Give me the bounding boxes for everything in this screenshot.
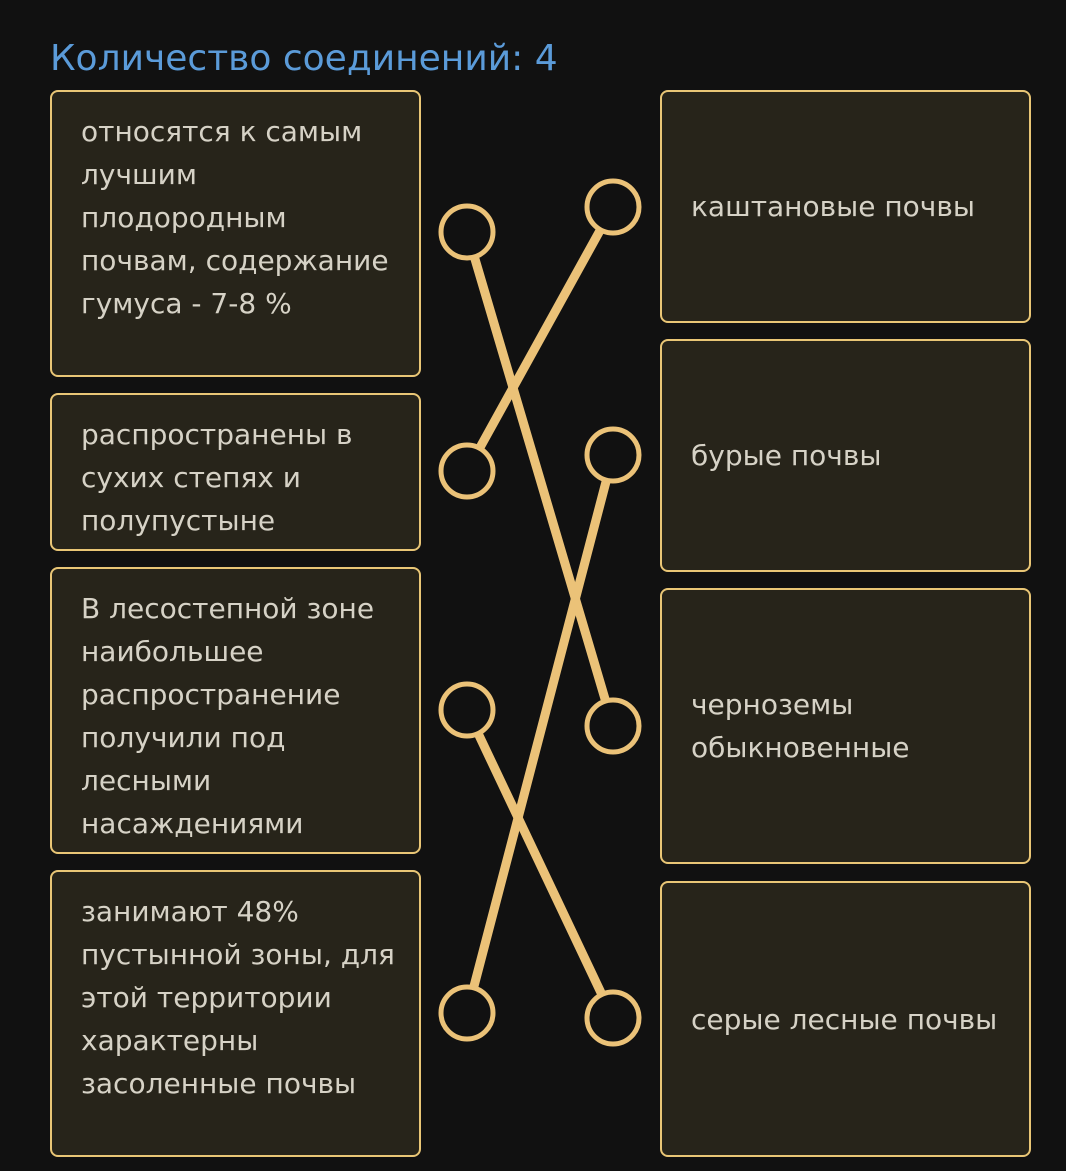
left-connector-dot-1[interactable] bbox=[441, 206, 493, 258]
connection-line-group bbox=[467, 207, 613, 1018]
left-item-3[interactable] bbox=[50, 567, 421, 854]
left-item-2-text: распространены в сухих степях и полупустыне bbox=[81, 418, 353, 537]
right-item-4-text: серые лесные почвы bbox=[691, 1002, 998, 1036]
left-item-2[interactable] bbox=[50, 393, 421, 551]
right-item-4[interactable] bbox=[660, 881, 1031, 1157]
right-connector-dot-3[interactable] bbox=[587, 700, 639, 752]
connections-count: Количество соединений: 4 bbox=[50, 38, 558, 79]
left-item-4[interactable] bbox=[50, 870, 421, 1157]
left-connector-dot-3[interactable] bbox=[441, 684, 493, 736]
right-item-3[interactable] bbox=[660, 588, 1031, 864]
right-connector-dot-4[interactable] bbox=[587, 992, 639, 1044]
left-item-1-text: относятся к самым лучшим плодородным почвам, содержание гумуса - 7-8 % bbox=[81, 115, 389, 320]
right-item-2-text: бурые почвы bbox=[691, 439, 882, 472]
right-connector-dot-1[interactable] bbox=[587, 181, 639, 233]
left-item-1[interactable] bbox=[50, 90, 421, 377]
connection-dot-group bbox=[441, 181, 639, 1044]
left-item-3-text: В лесостепной зоне наибольшее распространение получили под лесными насаждениями bbox=[81, 592, 375, 840]
left-connector-dot-2[interactable] bbox=[441, 445, 493, 497]
connection-line-3 bbox=[467, 710, 613, 1018]
right-item-1[interactable] bbox=[660, 90, 1031, 323]
right-connector-dot-2[interactable] bbox=[587, 429, 639, 481]
left-item-4-text: занимают 48% пустынной зоны, для этой территории характерны засоленные почвы bbox=[81, 895, 395, 1100]
right-item-1-text: каштановые почвы bbox=[691, 190, 975, 223]
right-item-3-text: черноземы обыкновенные bbox=[691, 688, 910, 764]
right-item-2[interactable] bbox=[660, 339, 1031, 572]
left-connector-dot-4[interactable] bbox=[441, 987, 493, 1039]
